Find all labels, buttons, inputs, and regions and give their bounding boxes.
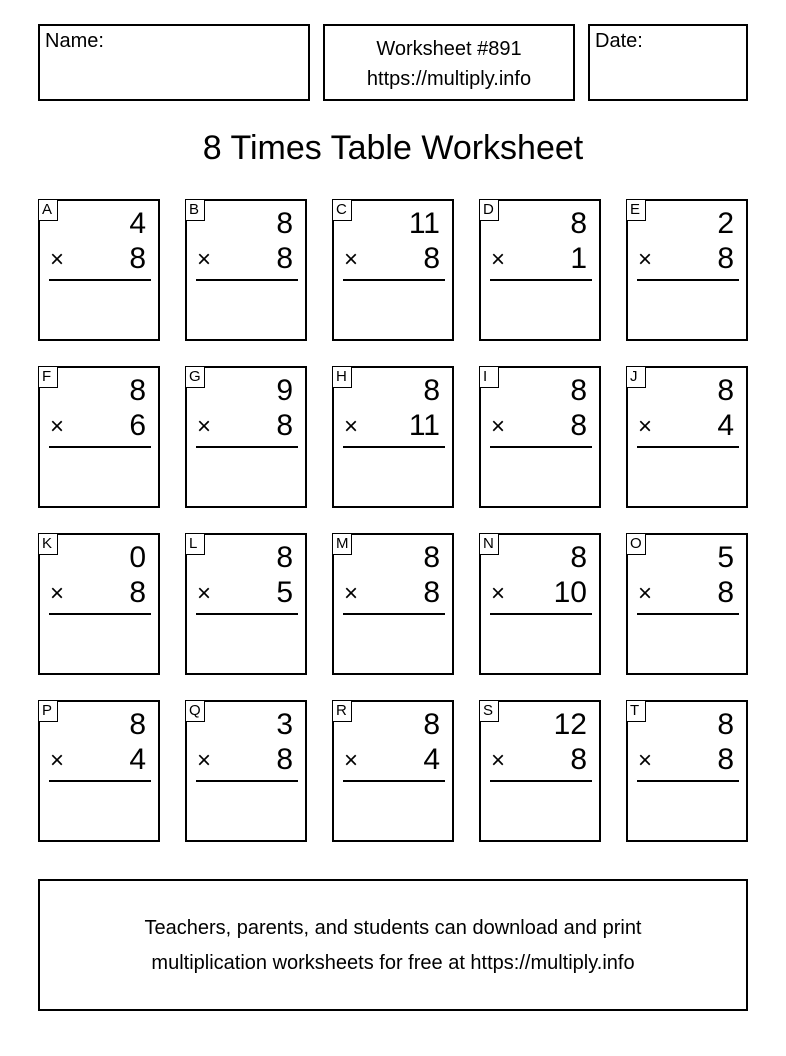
problem-letter: Q: [185, 700, 205, 722]
problem-multiplier: 8: [717, 242, 734, 275]
worksheet-info-box: [323, 24, 575, 101]
footer-box: [38, 879, 748, 1011]
problem-multiplicand: 8: [129, 708, 146, 741]
problem-multiplicand: 8: [423, 374, 440, 407]
problem-multiplier: 8: [129, 576, 146, 609]
problem-multiplicand: 8: [570, 207, 587, 240]
times-sign: ×: [638, 246, 653, 273]
problem-card[interactable]: [185, 533, 307, 675]
times-sign: ×: [491, 747, 506, 774]
problem-multiplicand: 5: [717, 541, 734, 574]
times-sign: ×: [638, 747, 653, 774]
problem-letter: T: [626, 700, 646, 722]
times-sign: ×: [50, 747, 65, 774]
problem-letter: R: [332, 700, 352, 722]
problem-card[interactable]: [185, 199, 307, 341]
answer-line: [49, 279, 151, 281]
problem-card[interactable]: [626, 199, 748, 341]
problem-letter: O: [626, 533, 646, 555]
answer-line: [196, 780, 298, 782]
problem-card[interactable]: [332, 366, 454, 508]
problem-multiplicand: 8: [276, 541, 293, 574]
times-sign: ×: [344, 747, 359, 774]
problem-multiplier: 8: [570, 409, 587, 442]
problem-card[interactable]: [38, 366, 160, 508]
problem-multiplier: 5: [276, 576, 293, 609]
problem-multiplicand: 12: [553, 708, 587, 741]
problem-multiplicand: 8: [276, 207, 293, 240]
answer-line: [49, 780, 151, 782]
answer-line: [490, 613, 592, 615]
times-sign: ×: [50, 246, 65, 273]
problem-multiplier: 4: [129, 743, 146, 776]
problem-letter: L: [185, 533, 205, 555]
problem-multiplier: 8: [129, 242, 146, 275]
problem-multiplicand: 8: [570, 374, 587, 407]
problem-card[interactable]: [185, 700, 307, 842]
problem-letter: C: [332, 199, 352, 221]
answer-line: [637, 446, 739, 448]
problem-card[interactable]: [332, 700, 454, 842]
problem-multiplicand: 9: [276, 374, 293, 407]
problem-multiplicand: 0: [129, 541, 146, 574]
problem-letter: F: [38, 366, 58, 388]
problem-multiplicand: 8: [717, 374, 734, 407]
answer-line: [637, 613, 739, 615]
problem-letter: M: [332, 533, 352, 555]
answer-line: [490, 780, 592, 782]
problem-multiplicand: 8: [129, 374, 146, 407]
problem-multiplier: 6: [129, 409, 146, 442]
problem-letter: D: [479, 199, 499, 221]
problem-letter: N: [479, 533, 499, 555]
problem-multiplier: 11: [408, 409, 440, 442]
times-sign: ×: [344, 580, 359, 607]
problem-card[interactable]: [332, 533, 454, 675]
times-sign: ×: [344, 246, 359, 273]
times-sign: ×: [50, 413, 65, 440]
page-title: 8 Times Table Worksheet: [202, 129, 584, 167]
problem-letter: J: [626, 366, 646, 388]
problem-multiplier: 4: [717, 409, 734, 442]
name-label: Name:: [45, 30, 104, 52]
problem-multiplicand: 11: [408, 207, 440, 240]
problem-multiplicand: 8: [717, 708, 734, 741]
problem-card[interactable]: [332, 199, 454, 341]
problem-card[interactable]: [38, 533, 160, 675]
problem-card[interactable]: [185, 366, 307, 508]
problem-letter: K: [38, 533, 58, 555]
times-sign: ×: [197, 580, 212, 607]
date-field-box[interactable]: [588, 24, 748, 101]
problem-multiplicand: 3: [276, 708, 293, 741]
problem-card[interactable]: [626, 700, 748, 842]
times-sign: ×: [197, 246, 212, 273]
problem-multiplicand: 8: [570, 541, 587, 574]
problem-multiplier: 8: [276, 743, 293, 776]
answer-line: [196, 613, 298, 615]
answer-line: [49, 446, 151, 448]
problem-card[interactable]: [626, 366, 748, 508]
problem-letter: I: [479, 366, 499, 388]
footer-line-2: multiplication worksheets for free at https://multiply.info: [151, 952, 635, 974]
problem-letter: H: [332, 366, 352, 388]
problem-multiplier: 8: [717, 743, 734, 776]
answer-line: [637, 279, 739, 281]
problem-multiplier: 10: [553, 576, 587, 609]
date-label: Date:: [595, 30, 643, 52]
answer-line: [637, 780, 739, 782]
problem-letter: G: [185, 366, 205, 388]
problem-card[interactable]: [479, 700, 601, 842]
problem-letter: E: [626, 199, 646, 221]
answer-line: [490, 446, 592, 448]
problem-letter: P: [38, 700, 58, 722]
problem-multiplier: 8: [276, 242, 293, 275]
problem-letter: S: [479, 700, 499, 722]
answer-line: [196, 279, 298, 281]
problem-card[interactable]: [38, 199, 160, 341]
answer-line: [343, 279, 445, 281]
problem-letter: B: [185, 199, 205, 221]
times-sign: ×: [638, 580, 653, 607]
answer-line: [343, 446, 445, 448]
worksheet-number: Worksheet #891: [376, 38, 522, 60]
answer-line: [196, 446, 298, 448]
times-sign: ×: [50, 580, 65, 607]
problem-card[interactable]: [38, 700, 160, 842]
problem-multiplier: 8: [423, 576, 440, 609]
problem-card[interactable]: [626, 533, 748, 675]
problem-multiplicand: 8: [423, 708, 440, 741]
times-sign: ×: [197, 747, 212, 774]
problem-card[interactable]: [479, 199, 601, 341]
problem-multiplicand: 8: [423, 541, 440, 574]
problem-multiplier: 4: [423, 743, 440, 776]
times-sign: ×: [491, 246, 506, 273]
problem-multiplier: 8: [570, 743, 587, 776]
answer-line: [490, 279, 592, 281]
problem-card[interactable]: [479, 366, 601, 508]
times-sign: ×: [491, 580, 506, 607]
times-sign: ×: [197, 413, 212, 440]
name-field-box[interactable]: [38, 24, 310, 101]
problem-multiplier: 8: [276, 409, 293, 442]
answer-line: [49, 613, 151, 615]
problem-letter: A: [38, 199, 58, 221]
times-sign: ×: [344, 413, 359, 440]
problem-multiplicand: 2: [717, 207, 734, 240]
times-sign: ×: [491, 413, 506, 440]
answer-line: [343, 780, 445, 782]
times-sign: ×: [638, 413, 653, 440]
worksheet-url: https://multiply.info: [366, 68, 532, 90]
footer-line-1: Teachers, parents, and students can download and print: [144, 917, 642, 939]
problem-card[interactable]: [479, 533, 601, 675]
problem-multiplier: 1: [570, 242, 587, 275]
answer-line: [343, 613, 445, 615]
problem-multiplier: 8: [717, 576, 734, 609]
problem-multiplicand: 4: [129, 207, 146, 240]
problem-multiplier: 8: [423, 242, 440, 275]
